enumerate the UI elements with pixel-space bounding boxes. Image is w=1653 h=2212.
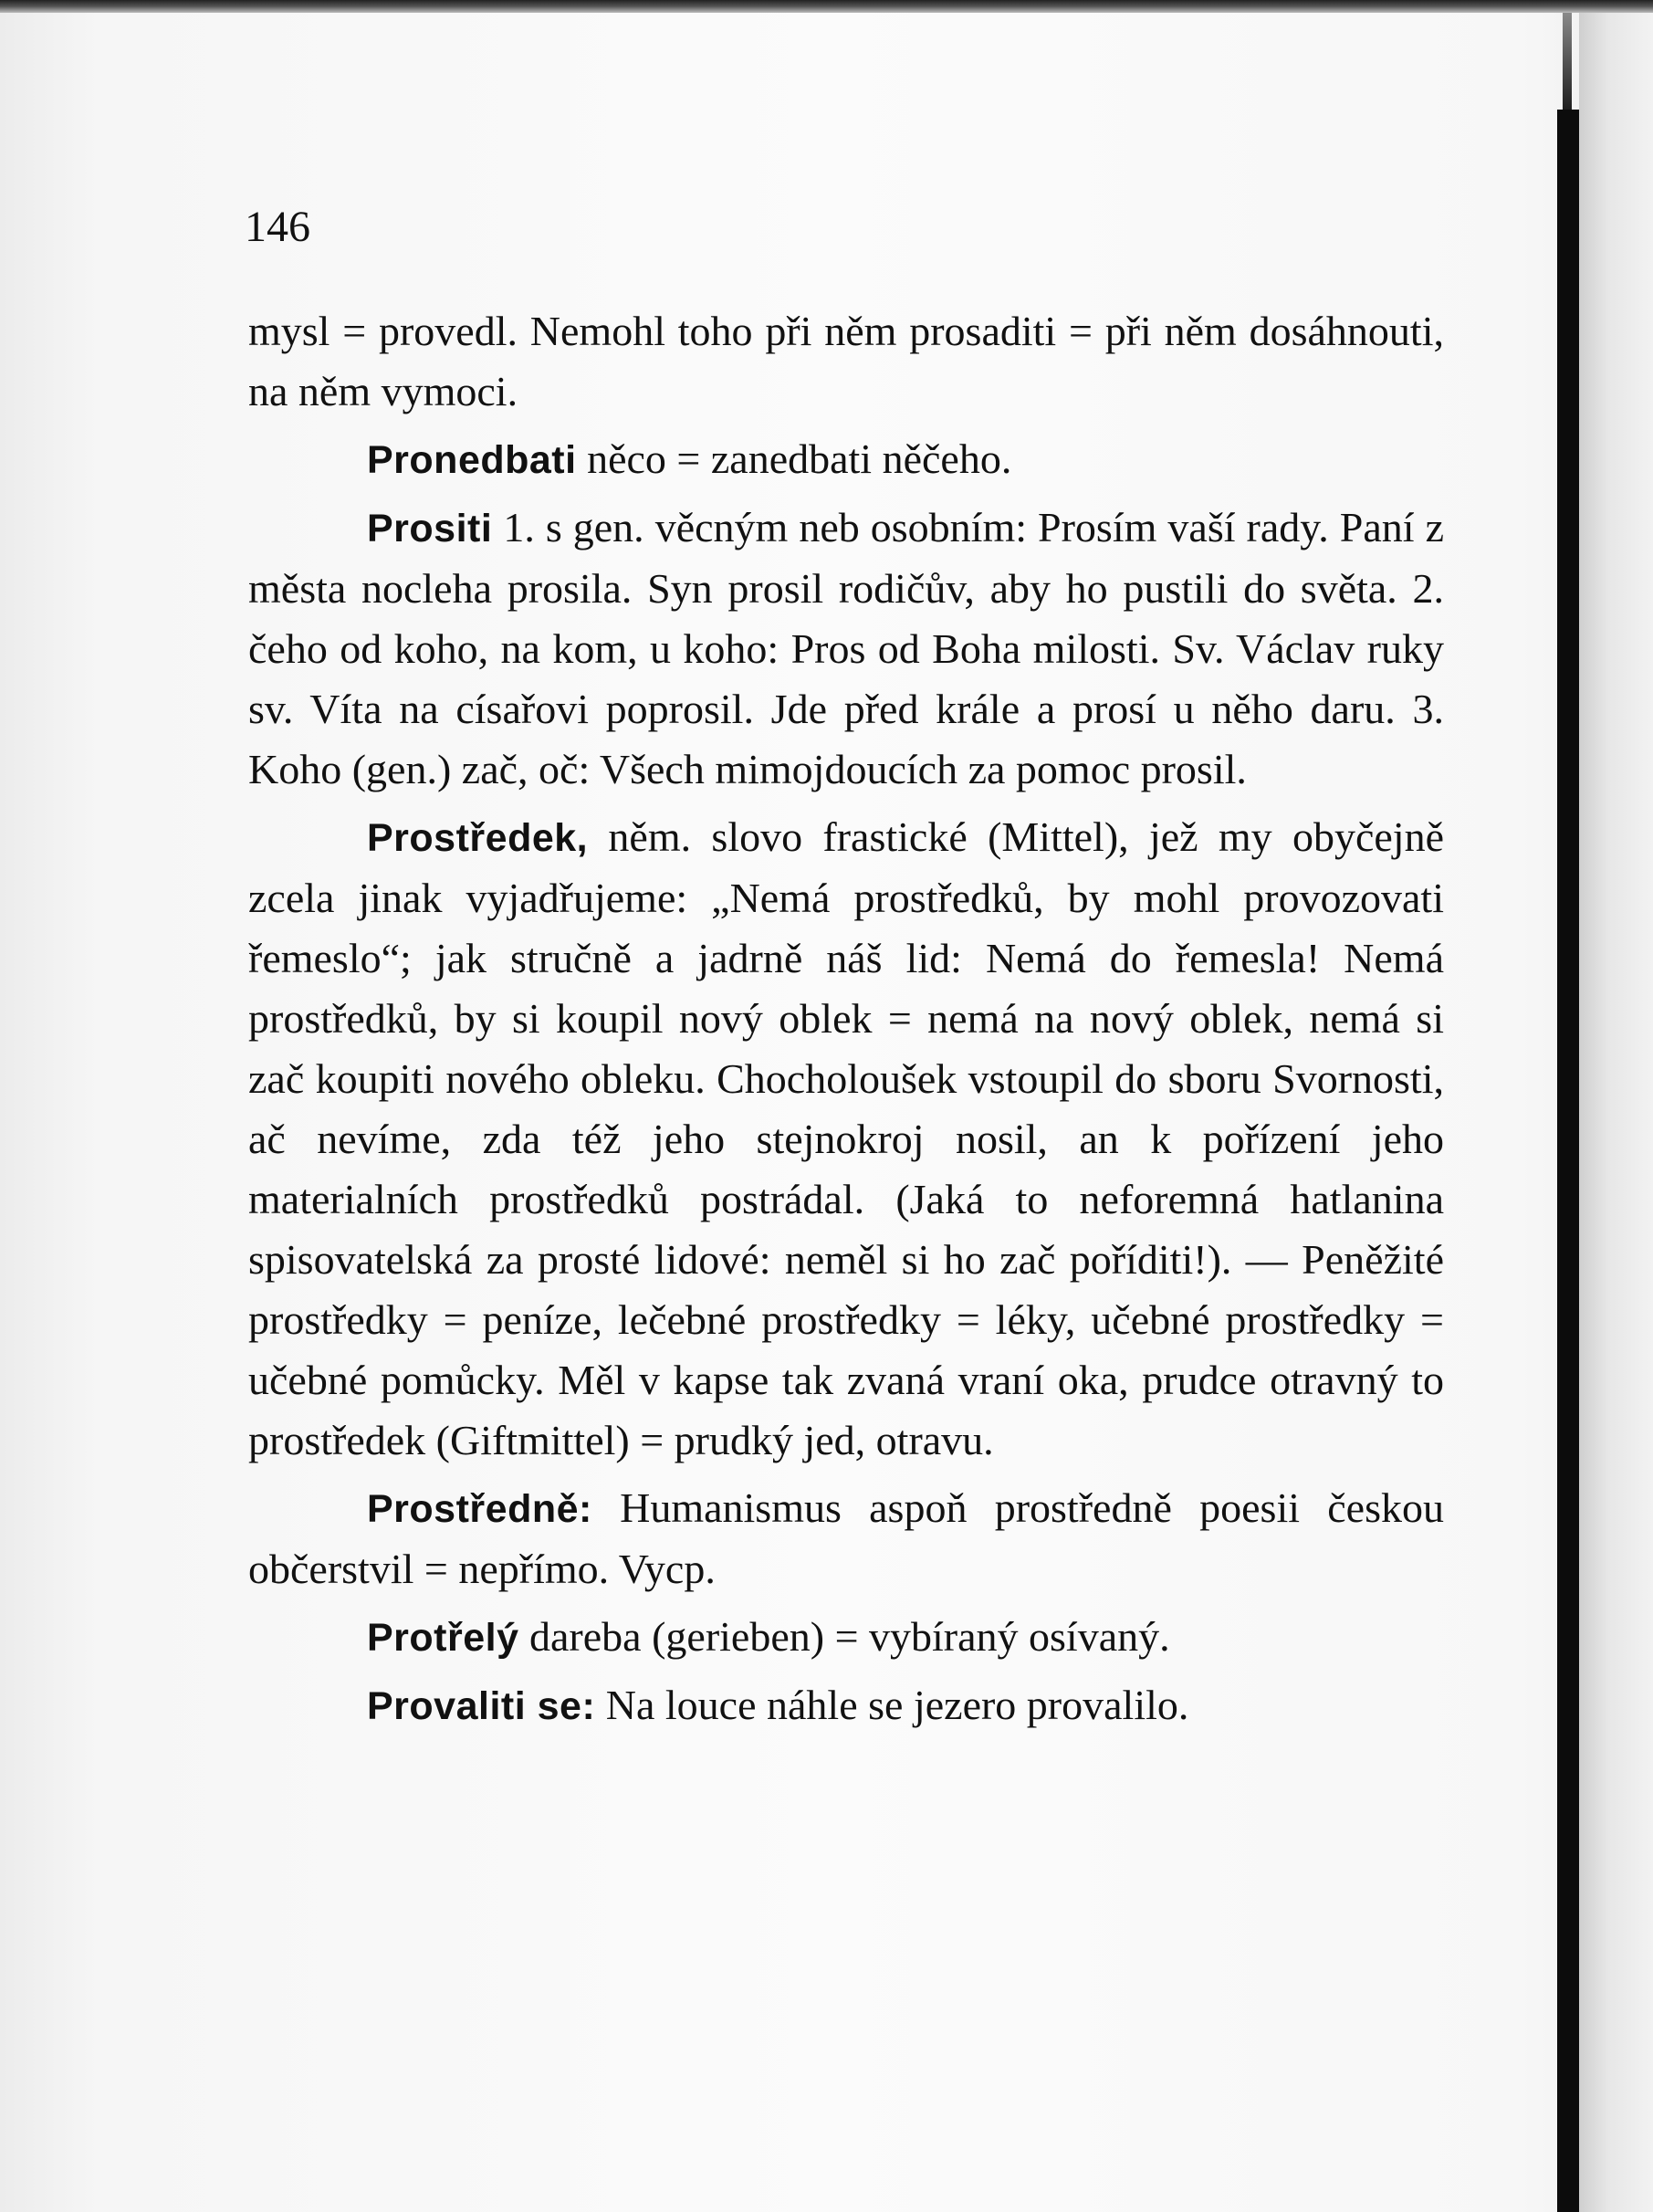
entry-headword: Prostředek, <box>367 816 589 860</box>
entry-prositi <box>248 498 1444 800</box>
entry-prostredek <box>248 807 1444 1471</box>
entry-headword: Prostředně: <box>367 1487 592 1531</box>
entry-text: něm. slovo frastické (Mittel), jež my obyčejně zcela jinak vyjadřujeme: „Nemá prostředků, by mohl provozovati řemeslo“; jak stručně a jadrně náš lid: Nemá do řemesla! Nemá prostředků, by si koupil nový oblek = nemá na nový oblek, nemá si zač koupiti nového obleku. Chocholoušek vstoupil do sboru Svornosti, ač nevíme, zda též jeho stejnokroj nosil, an k pořízení jeho materialních prostředků postrádal. (Jaká to neforemná hatlanina spisovatelská za prosté lidové: neměl si ho zač poříditi!). — Peněžité prostředky = peníze, lečebné prostředky = léky, učebné prostředky = učebné pomůcky. Měl v kapse tak zvaná vraní oka, prudce otravný to prostředek (Giftmittel) = prudký jed, otravu. <box>248 813 1444 1463</box>
entry-text: Na louce náhle se jezero provalilo. <box>595 1682 1189 1728</box>
page-number: 146 <box>245 203 310 251</box>
entry-headword: Prositi <box>367 507 493 550</box>
page-right-margin <box>1579 13 1653 2212</box>
dictionary-text <box>248 301 1444 1736</box>
entry-headword: Protřelý <box>367 1616 519 1660</box>
entry-text: Humanismus aspoň prostředně poesii českou občerstvil = nepřímo. Vycp. <box>248 1484 1444 1592</box>
entry-headword: Provaliti se: <box>367 1684 596 1728</box>
entry-continuation <box>248 301 1444 422</box>
entry-text: mysl = provedl. Nemohl toho při něm prosaditi = při něm dosáhnouti, na něm vymoci. <box>248 308 1444 414</box>
entry-provaliti <box>248 1675 1444 1736</box>
entry-headword: Pronedbati <box>367 438 577 482</box>
entry-protrely <box>248 1607 1444 1668</box>
entry-pronedbati <box>248 429 1444 490</box>
page-top-edge <box>0 0 1653 13</box>
entry-text: dareba (gerieben) = vybíraný osívaný. <box>518 1613 1170 1660</box>
entry-text: něco = zanedbati něčeho. <box>576 435 1012 482</box>
book-spine-shadow <box>1563 13 1572 113</box>
book-spine <box>1557 110 1579 2212</box>
entry-prostredne <box>248 1478 1444 1599</box>
entry-text: 1. s gen. věcným neb osobním: Prosím vaší rady. Paní z města nocleha prosila. Syn prosil rodičův, aby ho pustili do světa. 2. čeho od koho, na kom, u koho: Pros od Boha milosti. Sv. Václav ruky sv. Víta na císařovi poprosil. Jde před krále a prosí u něho daru. 3. Koho (gen.) zač, oč: Všech mimojdoucích za pomoc prosil. <box>248 504 1444 792</box>
